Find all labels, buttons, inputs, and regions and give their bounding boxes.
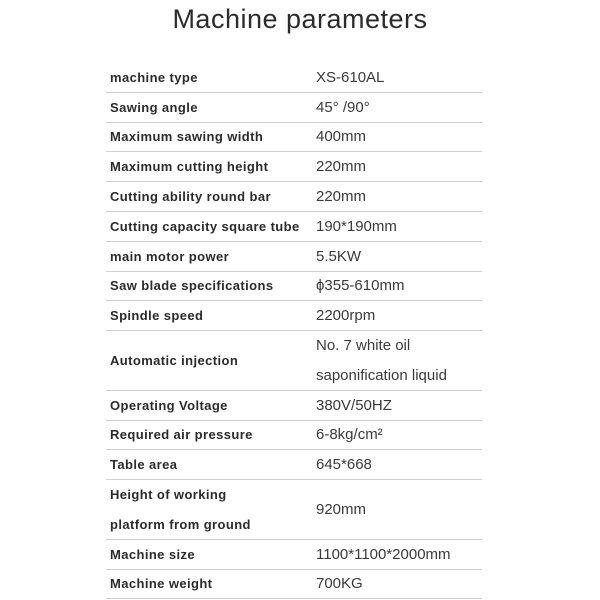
parameters-table bbox=[106, 63, 482, 599]
row-value: 190*190mm bbox=[316, 217, 397, 235]
row-label-line: Height of working bbox=[110, 487, 227, 503]
row-label: Maximum cutting height bbox=[110, 159, 269, 175]
row-value: 6-8kg/cm² bbox=[316, 426, 383, 444]
table-row-air-pressure bbox=[106, 421, 482, 451]
row-value: 920mm bbox=[316, 500, 367, 518]
table-row-saw-blade bbox=[106, 272, 482, 302]
row-value: 700KG bbox=[316, 575, 363, 593]
row-value: 380V/50HZ bbox=[316, 396, 392, 414]
table-row-square-tube bbox=[106, 212, 482, 242]
row-label bbox=[106, 480, 316, 539]
row-label: Cutting ability round bar bbox=[110, 189, 271, 205]
row-label: Maximum sawing width bbox=[110, 129, 264, 145]
row-value: 220mm bbox=[316, 188, 367, 206]
row-value: ϕ355-610mm bbox=[316, 277, 405, 295]
row-label: Cutting capacity square tube bbox=[110, 218, 300, 234]
row-label-line: platform from ground bbox=[110, 516, 251, 532]
table-row-table-area bbox=[106, 450, 482, 480]
row-label: Operating Voltage bbox=[110, 397, 228, 413]
row-value: 400mm bbox=[316, 128, 367, 146]
row-label: Machine size bbox=[110, 546, 195, 562]
row-label: Saw blade specifications bbox=[110, 278, 274, 294]
row-label: Table area bbox=[110, 457, 178, 473]
table-row-machine-type bbox=[106, 63, 482, 93]
table-row-round-bar bbox=[106, 182, 482, 212]
row-value: 1100*1100*2000mm bbox=[316, 545, 451, 563]
table-row-machine-size bbox=[106, 540, 482, 570]
row-value: 2200rpm bbox=[316, 307, 376, 325]
table-row-max-cutting-height bbox=[106, 152, 482, 182]
row-label: Automatic injection bbox=[110, 352, 239, 368]
table-row-spindle-speed bbox=[106, 301, 482, 331]
row-value: 645*668 bbox=[316, 456, 372, 474]
table-row-automatic-injection bbox=[106, 331, 482, 391]
table-row-sawing-angle bbox=[106, 93, 482, 123]
row-value-line: No. 7 white oil bbox=[316, 337, 411, 355]
row-value: 220mm bbox=[316, 158, 367, 176]
row-label: machine type bbox=[110, 69, 198, 85]
row-value: 5.5KW bbox=[316, 247, 362, 265]
row-label: Spindle speed bbox=[110, 308, 204, 324]
row-label: Required air pressure bbox=[110, 427, 253, 443]
row-label: Sawing angle bbox=[110, 99, 198, 115]
table-row-motor-power bbox=[106, 242, 482, 272]
page-title: Machine parameters bbox=[172, 4, 428, 34]
table-row-platform-height bbox=[106, 480, 482, 540]
row-value-line: saponification liquid bbox=[316, 366, 447, 384]
row-value bbox=[316, 331, 482, 390]
table-row-max-sawing-width bbox=[106, 123, 482, 153]
table-row-machine-weight bbox=[106, 570, 482, 600]
row-label: Machine weight bbox=[110, 576, 213, 592]
row-value: 45° /90° bbox=[316, 98, 370, 116]
table-row-operating-voltage bbox=[106, 391, 482, 421]
row-label: main motor power bbox=[110, 248, 230, 264]
row-value: XS-610AL bbox=[316, 68, 385, 86]
